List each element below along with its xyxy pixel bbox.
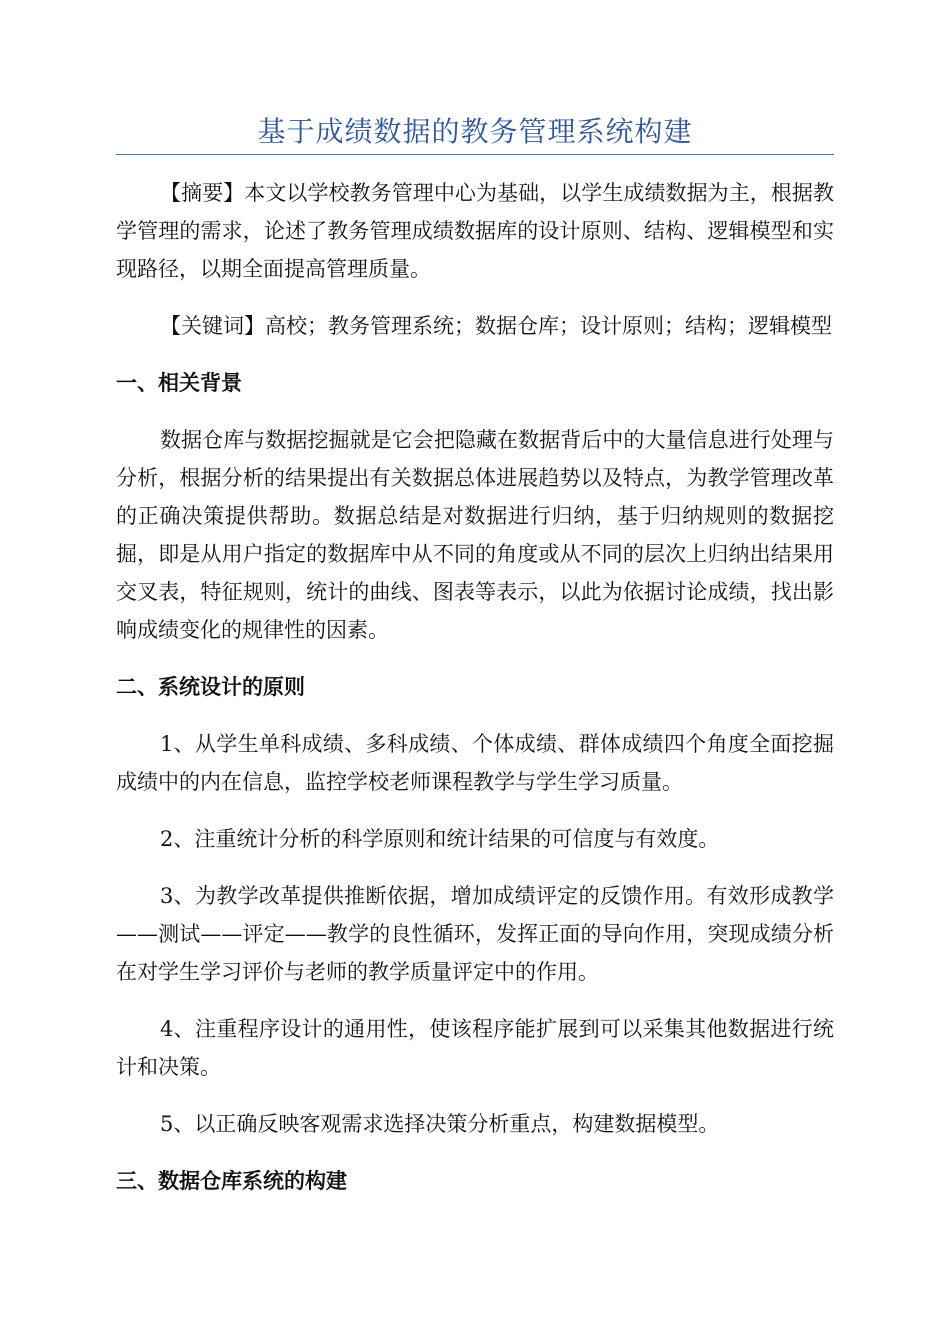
principle-item: 5、以正确反映客观需求选择决策分析重点，构建数据模型。 [160,1112,720,1136]
section-heading: 一、相关背景 [116,371,242,395]
keywords-paragraph: 【关键词】高校；教务管理系统；数据仓库；设计原则；结构；逻辑模型 [160,314,832,338]
principle-item: 1、从学生单科成绩、多科成绩、个体成绩、群体成绩四个角度全面挖掘成绩中的内在信息，监控学校老师课程教学与学生学习质量。 [116,732,834,794]
document-title: 基于成绩数据的教务管理系统构建 [257,115,693,148]
document-body [116,174,834,1219]
principle-item: 4、注重程序设计的通用性，使该程序能扩展到可以采集其他数据进行统计和决策。 [116,1017,834,1079]
principle-item: 2、注重统计分析的科学原则和统计结果的可信度与有效度。 [160,827,720,851]
principle-item: 3、为教学改革提供推断依据，增加成绩评定的反馈作用。有效形成教学——测试——评定——教学的良性循环，发挥正面的导向作用，突现成绩分析在对学生学习评价与老师的教学质量评定中的作用。 [116,884,834,984]
section-heading: 二、系统设计的原则 [116,675,305,699]
body-paragraph: 数据仓库与数据挖掘就是它会把隐藏在数据背后中的大量信息进行处理与分析，根据分析的结果提出有关数据总体进展趋势以及特点，为教学管理改革的正确决策提供帮助。数据总结是对数据进行归纳，基于归纳规则的数据挖掘，即是从用户指定的数据库中从不同的角度或从不同的层次上归纳出结果用交叉表，特征规则，统计的曲线、图表等表示，以此为依据讨论成绩，找出影响成绩变化的规律性的因素。 [116,428,834,642]
abstract-paragraph: 【摘要】本文以学校教务管理中心为基础，以学生成绩数据为主，根据教学管理的需求，论述了教务管理成绩数据库的设计原则、结构、逻辑模型和实现路径，以期全面提高管理质量。 [116,181,834,281]
title-underline [116,154,834,155]
section-heading: 三、数据仓库系统的构建 [116,1169,347,1193]
